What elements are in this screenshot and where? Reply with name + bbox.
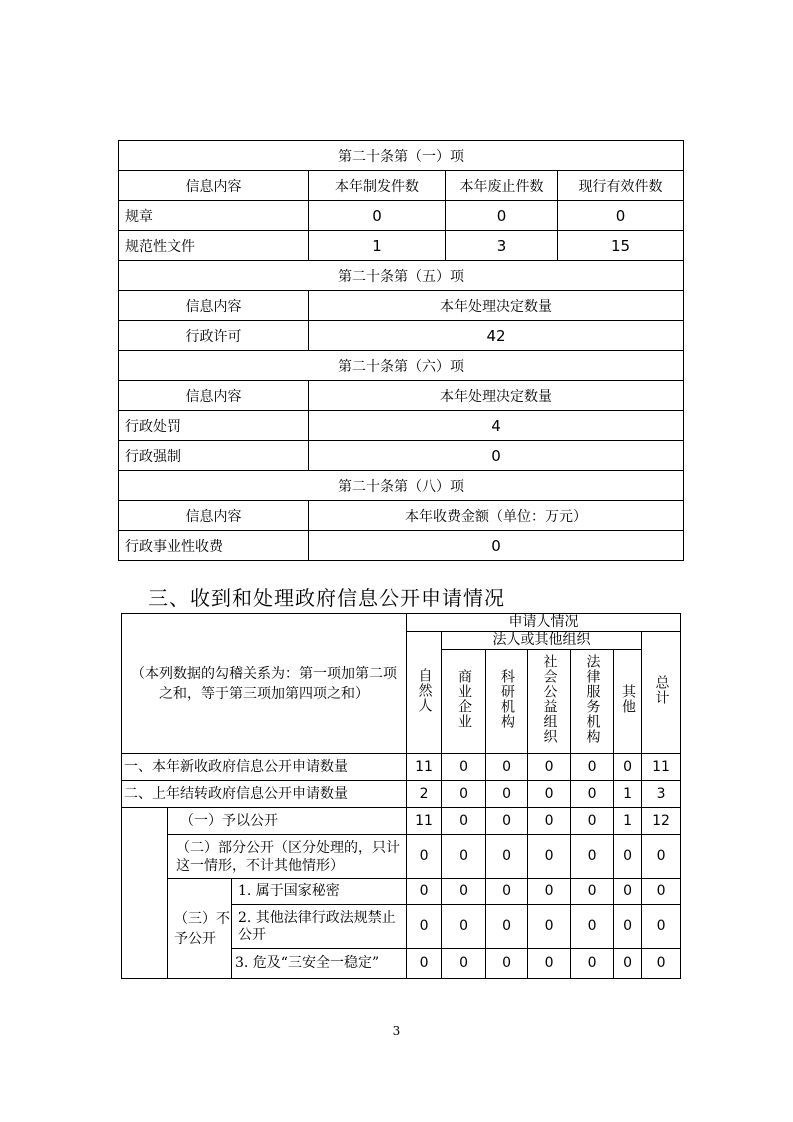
column-header: 商业企业 bbox=[442, 650, 486, 754]
cell-value: 0 bbox=[571, 905, 614, 949]
cell-value: 0 bbox=[486, 781, 528, 808]
table-row bbox=[119, 231, 684, 261]
cell-value: 0 bbox=[309, 201, 446, 231]
row-label: 1. 属于国家秘密 bbox=[232, 879, 407, 905]
column-header: 自然人 bbox=[407, 632, 442, 754]
table-row bbox=[122, 754, 681, 781]
column-header: 本年处理决定数量 bbox=[309, 291, 684, 321]
cell-value: 11 bbox=[407, 754, 442, 781]
cell-value: 0 bbox=[642, 949, 681, 979]
row-label: 行政许可 bbox=[119, 321, 309, 351]
section-header: 第二十条第（五）项 bbox=[119, 261, 684, 291]
cell-value: 0 bbox=[486, 949, 528, 979]
table-row bbox=[119, 201, 684, 231]
applications-table bbox=[121, 613, 681, 979]
regulations-table bbox=[118, 140, 684, 561]
column-header: 现行有效件数 bbox=[558, 171, 684, 201]
cell-value: 0 bbox=[614, 949, 642, 979]
row-label: （二）部分公开（区分处理的，只计这一情形，不计其他情形） bbox=[168, 835, 407, 879]
row-label: 行政处罚 bbox=[119, 411, 309, 441]
cell-value: 0 bbox=[442, 949, 486, 979]
cell-value: 0 bbox=[528, 835, 571, 879]
cell-value: 0 bbox=[642, 835, 681, 879]
column-header: 总计 bbox=[642, 632, 681, 754]
column-header: 信息内容 bbox=[119, 381, 309, 411]
cell-value: 3 bbox=[642, 781, 681, 808]
cell-value: 0 bbox=[571, 808, 614, 835]
cell-value: 3 bbox=[446, 231, 558, 261]
table-row bbox=[119, 411, 684, 441]
row-label: （一）予以公开 bbox=[168, 808, 407, 835]
section-header: 第二十条第（一）项 bbox=[119, 141, 684, 171]
column-header: 信息内容 bbox=[119, 171, 309, 201]
page-number: 3 bbox=[392, 1024, 401, 1038]
cell-value: 0 bbox=[442, 808, 486, 835]
cell-value: 0 bbox=[571, 781, 614, 808]
cell-value: 15 bbox=[558, 231, 684, 261]
table-row bbox=[119, 321, 684, 351]
column-header: 本年收费金额（单位：万元） bbox=[309, 501, 684, 531]
column-header: 本年处理决定数量 bbox=[309, 381, 684, 411]
cell-value: 0 bbox=[571, 949, 614, 979]
table-row bbox=[122, 835, 681, 879]
cell-value: 0 bbox=[486, 754, 528, 781]
row-label: 3. 危及“三安全一稳定” bbox=[232, 949, 407, 979]
cell-value: 0 bbox=[309, 531, 684, 561]
column-header: 社会公益组织 bbox=[528, 650, 571, 754]
cell-value: 1 bbox=[614, 781, 642, 808]
column-header: 本年制发件数 bbox=[309, 171, 446, 201]
cell-value: 0 bbox=[614, 835, 642, 879]
cell-value: 4 bbox=[309, 411, 684, 441]
cell-value: 0 bbox=[407, 949, 442, 979]
table-row bbox=[122, 879, 681, 905]
cell-value: 0 bbox=[528, 754, 571, 781]
cell-value: 0 bbox=[442, 879, 486, 905]
cell-value: 11 bbox=[642, 754, 681, 781]
column-header: 其他 bbox=[614, 650, 642, 754]
row-label: 行政事业性收费 bbox=[119, 531, 309, 561]
table-row bbox=[122, 781, 681, 808]
table-row bbox=[119, 531, 684, 561]
cell-value: 0 bbox=[614, 754, 642, 781]
cell-value: 0 bbox=[486, 905, 528, 949]
cell-value: 0 bbox=[614, 905, 642, 949]
cell-value: 0 bbox=[442, 905, 486, 949]
cell-value: 2 bbox=[407, 781, 442, 808]
column-header: 信息内容 bbox=[119, 291, 309, 321]
cell-value: 0 bbox=[442, 835, 486, 879]
section-header: 第二十条第（六）项 bbox=[119, 351, 684, 381]
cell-value: 0 bbox=[486, 808, 528, 835]
cell-value: 0 bbox=[446, 201, 558, 231]
column-header: 法律服务机构 bbox=[571, 650, 614, 754]
cell-value: 0 bbox=[642, 879, 681, 905]
cell-value: 0 bbox=[486, 835, 528, 879]
not-open-label: （三）不予公开 bbox=[168, 879, 232, 979]
row-label: 规范性文件 bbox=[119, 231, 309, 261]
cell-value: 0 bbox=[407, 835, 442, 879]
row-label: 行政强制 bbox=[119, 441, 309, 471]
row-label: 2. 其他法律行政法规禁止公开 bbox=[232, 905, 407, 949]
cell-value: 0 bbox=[558, 201, 684, 231]
cell-value: 0 bbox=[571, 835, 614, 879]
section-header: 第二十条第（八）项 bbox=[119, 471, 684, 501]
cell-value: 0 bbox=[407, 879, 442, 905]
note-cell: （本列数据的勾稽关系为：第一项加第二项之和，等于第三项加第四项之和） bbox=[122, 614, 407, 754]
cell-value: 0 bbox=[442, 781, 486, 808]
cell-value: 11 bbox=[407, 808, 442, 835]
cell-value: 0 bbox=[642, 905, 681, 949]
cell-value: 0 bbox=[309, 441, 684, 471]
cell-value: 0 bbox=[528, 808, 571, 835]
cell-value: 1 bbox=[309, 231, 446, 261]
empty-cell bbox=[122, 808, 168, 979]
applicant-header: 申请人情况 bbox=[407, 614, 681, 632]
cell-value: 12 bbox=[642, 808, 681, 835]
section-title: 三、收到和处理政府信息公开申请情况 bbox=[148, 586, 505, 610]
cell-value: 0 bbox=[528, 781, 571, 808]
cell-value: 0 bbox=[407, 905, 442, 949]
column-header: 信息内容 bbox=[119, 501, 309, 531]
table-row bbox=[122, 808, 681, 835]
cell-value: 0 bbox=[571, 754, 614, 781]
cell-value: 1 bbox=[614, 808, 642, 835]
row-label: 规章 bbox=[119, 201, 309, 231]
cell-value: 0 bbox=[614, 879, 642, 905]
cell-value: 42 bbox=[309, 321, 684, 351]
cell-value: 0 bbox=[442, 754, 486, 781]
row-label: 二、上年结转政府信息公开申请数量 bbox=[122, 781, 407, 808]
cell-value: 0 bbox=[486, 879, 528, 905]
table-row bbox=[119, 441, 684, 471]
column-header: 科研机构 bbox=[486, 650, 528, 754]
cell-value: 0 bbox=[528, 879, 571, 905]
cell-value: 0 bbox=[528, 949, 571, 979]
row-label: 一、本年新收政府信息公开申请数量 bbox=[122, 754, 407, 781]
column-header: 本年废止件数 bbox=[446, 171, 558, 201]
legal-entity-header: 法人或其他组织 bbox=[442, 632, 642, 650]
cell-value: 0 bbox=[528, 905, 571, 949]
cell-value: 0 bbox=[571, 879, 614, 905]
